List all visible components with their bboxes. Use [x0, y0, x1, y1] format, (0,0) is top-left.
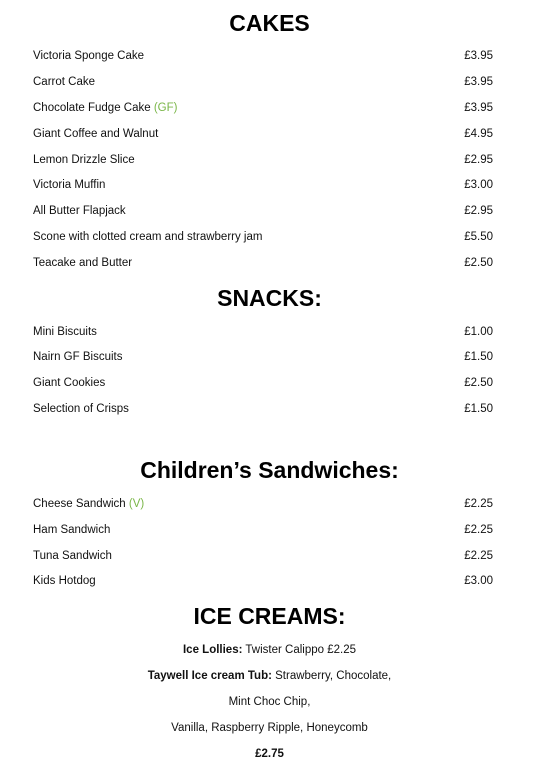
menu-item: [33, 548, 493, 564]
menu-item: [33, 74, 493, 90]
ice-creams-heading: ICE CREAMS:: [193, 603, 346, 629]
item-name: Victoria Muffin: [33, 179, 106, 191]
menu-item: [33, 203, 493, 219]
item-price: £3.95: [464, 76, 493, 88]
item-price: £2.95: [464, 154, 493, 166]
ice-lollies-line: [0, 642, 539, 658]
item-name: Ham Sandwich: [33, 524, 111, 536]
item-name: Giant Cookies: [33, 377, 106, 389]
menu-item: [33, 522, 493, 538]
item-name: Selection of Crisps: [33, 403, 129, 415]
item-name: Cheese Sandwich: [33, 498, 126, 510]
item-price: £3.00: [464, 179, 493, 191]
ice-lollies-text: Twister Calippo £2.25: [245, 644, 357, 656]
item-name: Victoria Sponge Cake: [33, 50, 145, 62]
item-price: £2.50: [464, 377, 493, 389]
menu-item: [33, 349, 493, 365]
item-name: Giant Coffee and Walnut: [33, 128, 159, 140]
menu-item: [33, 177, 493, 193]
item-name: Kids Hotdog: [33, 575, 96, 587]
item-name: Teacake and Butter: [33, 257, 133, 269]
item-name: Lemon Drizzle Slice: [33, 154, 135, 166]
item-name: All Butter Flapjack: [33, 205, 126, 217]
menu-item: [33, 255, 493, 271]
item-name-group: [33, 496, 144, 512]
item-price: £1.50: [464, 351, 493, 363]
item-price: £2.25: [464, 498, 493, 510]
tub-label: Taywell Ice cream Tub:: [147, 670, 272, 682]
flavours-line-3: Vanilla, Raspberry Ripple, Honeycomb: [171, 722, 368, 734]
item-price: £3.00: [464, 575, 493, 587]
item-price: £2.25: [464, 550, 493, 562]
item-name: Carrot Cake: [33, 76, 95, 88]
menu-item: [33, 48, 493, 64]
item-name: Scone with clotted cream and strawberry jam: [33, 231, 263, 243]
item-name: Nairn GF Biscuits: [33, 351, 123, 363]
menu-item: [33, 229, 493, 245]
item-price: £3.95: [464, 102, 493, 114]
snacks-heading: SNACKS:: [217, 285, 322, 311]
menu-item: [33, 100, 493, 116]
item-name: Mini Biscuits: [33, 326, 97, 338]
tub-line: [0, 668, 539, 684]
item-price: £1.50: [464, 403, 493, 415]
item-price: £2.50: [464, 257, 493, 269]
item-price: £3.95: [464, 50, 493, 62]
item-name-group: [33, 100, 177, 116]
menu-item: [33, 324, 493, 340]
ice-lollies-label: Ice Lollies:: [182, 644, 243, 656]
children-sandwiches-heading: Children’s Sandwiches:: [140, 457, 399, 483]
menu-item: [33, 375, 493, 391]
menu-item: [33, 573, 493, 589]
dietary-tag: (V): [128, 498, 145, 510]
item-name: Chocolate Fudge Cake: [33, 102, 151, 114]
item-name: Tuna Sandwich: [33, 550, 112, 562]
item-price: £4.95: [464, 128, 493, 140]
menu-item: [33, 401, 493, 417]
menu-item: [33, 126, 493, 142]
tub-text: Strawberry, Chocolate,: [275, 670, 392, 682]
item-price: £2.25: [464, 524, 493, 536]
item-price: £5.50: [464, 231, 493, 243]
flavours-line-2: Mint Choc Chip,: [228, 696, 311, 708]
menu-item: [33, 152, 493, 168]
item-price: £1.00: [464, 326, 493, 338]
menu-item: [33, 496, 493, 512]
tub-price: £2.75: [255, 748, 284, 760]
dietary-tag: (GF): [153, 102, 178, 114]
cakes-heading: CAKES: [229, 10, 310, 36]
item-price: £2.95: [464, 205, 493, 217]
